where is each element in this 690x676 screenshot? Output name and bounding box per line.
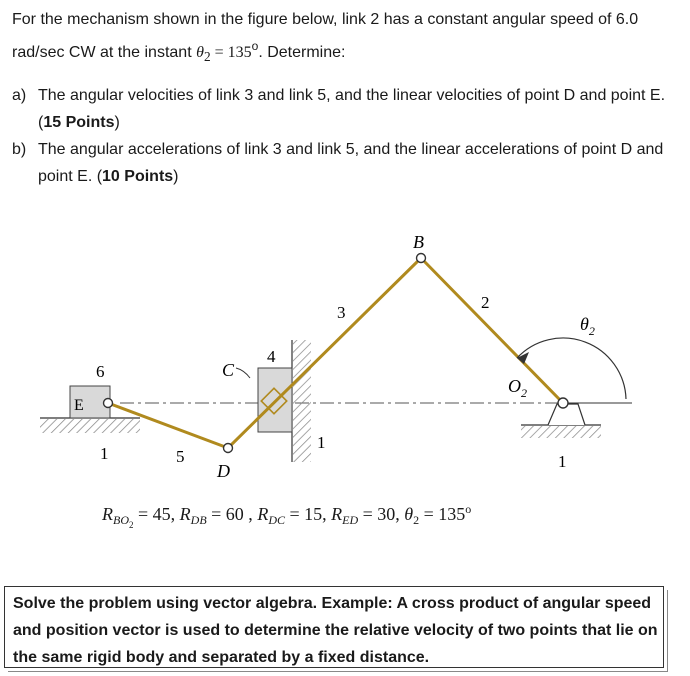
theta-symbol: θ <box>196 44 204 61</box>
label-ground-wall: 1 <box>317 433 326 452</box>
label-link-4: 4 <box>267 347 276 366</box>
ground-right <box>521 404 601 438</box>
given-theta-value: = 135 <box>419 504 466 524</box>
given-r-ed-value: = 30, <box>358 504 405 524</box>
given-theta-sub: 2 <box>413 513 420 527</box>
label-point-e: E <box>74 397 84 414</box>
part-b-label: b) <box>12 141 27 159</box>
label-o2-sub: 2 <box>521 386 527 400</box>
given-r-bo2-value: = 45, <box>133 504 180 524</box>
label-point-o2 <box>508 376 527 400</box>
given-r-db: R <box>179 504 191 524</box>
given-values <box>102 502 471 530</box>
degree-symbol: o <box>251 39 259 53</box>
label-point-c: C <box>222 360 235 380</box>
joint-o2 <box>558 398 568 408</box>
instruction-note <box>4 586 664 668</box>
label-ground-left: 1 <box>100 444 109 463</box>
label-link-6: 6 <box>96 362 105 381</box>
link-2 <box>421 258 563 403</box>
intro-text-2: . Determine: <box>258 44 346 61</box>
label-o2-letter: O <box>508 376 521 396</box>
label-theta <box>580 314 595 338</box>
theta-equals: = 135 <box>210 44 252 61</box>
theta-arrowhead <box>517 352 529 364</box>
given-r-dc-value: = 15, <box>284 504 332 524</box>
part-a-text: The angular velocities of link 3 and link 5, and the linear velocities of point D and point E. ( <box>38 87 666 132</box>
part-a-label: a) <box>12 87 27 105</box>
intro-text-1: For the mechanism shown in the figure below, link 2 has a constant angular speed of 6.0 rad/sec CW at the instant <box>12 11 639 61</box>
theta-subscript: 2 <box>203 49 211 65</box>
label-ground-right: 1 <box>558 452 567 471</box>
given-r-db-value: = 60 , <box>206 504 258 524</box>
part-a-close: ) <box>114 114 120 132</box>
label-link-3: 3 <box>337 303 346 322</box>
ground-wall <box>292 340 311 462</box>
joint-b <box>417 254 426 263</box>
pointer-c <box>236 368 250 378</box>
given-r-ed-sub: ED <box>342 513 359 527</box>
label-link-5: 5 <box>176 447 185 466</box>
given-r-db-sub: DB <box>190 513 207 527</box>
given-r-bo2: R <box>102 504 113 524</box>
part-a-points: 15 Points <box>43 114 115 132</box>
part-b-text: The angular accelerations of link 3 and link 5, and the linear accelerations of point D and point E. ( <box>38 141 664 186</box>
given-r-bo2-sub: BO2 <box>113 513 134 530</box>
given-r-dc-sub: DC <box>268 513 285 527</box>
label-point-b: B <box>413 232 424 252</box>
part-b-points: 10 Points <box>102 168 174 186</box>
link-3 <box>228 258 421 448</box>
given-r-ed: R <box>331 504 343 524</box>
label-link-2: 2 <box>481 293 490 312</box>
given-r-dc: R <box>257 504 269 524</box>
part-b-close: ) <box>173 168 179 186</box>
ground-left <box>40 418 140 433</box>
theta-arc <box>517 338 626 399</box>
given-theta: θ <box>404 504 414 524</box>
given-degree: o <box>465 502 472 516</box>
joint-d <box>224 444 233 453</box>
label-theta-sub: 2 <box>588 324 595 338</box>
note-text: Solve the problem using vector algebra. Example: A cross product of angular speed and position vector is used to determine the relative velocity of two points that lie on the same rigid body and separated by a fixed distance. <box>13 595 658 666</box>
label-point-d: D <box>217 461 230 481</box>
label-theta-symbol: θ <box>580 314 589 334</box>
joint-e <box>104 399 113 408</box>
